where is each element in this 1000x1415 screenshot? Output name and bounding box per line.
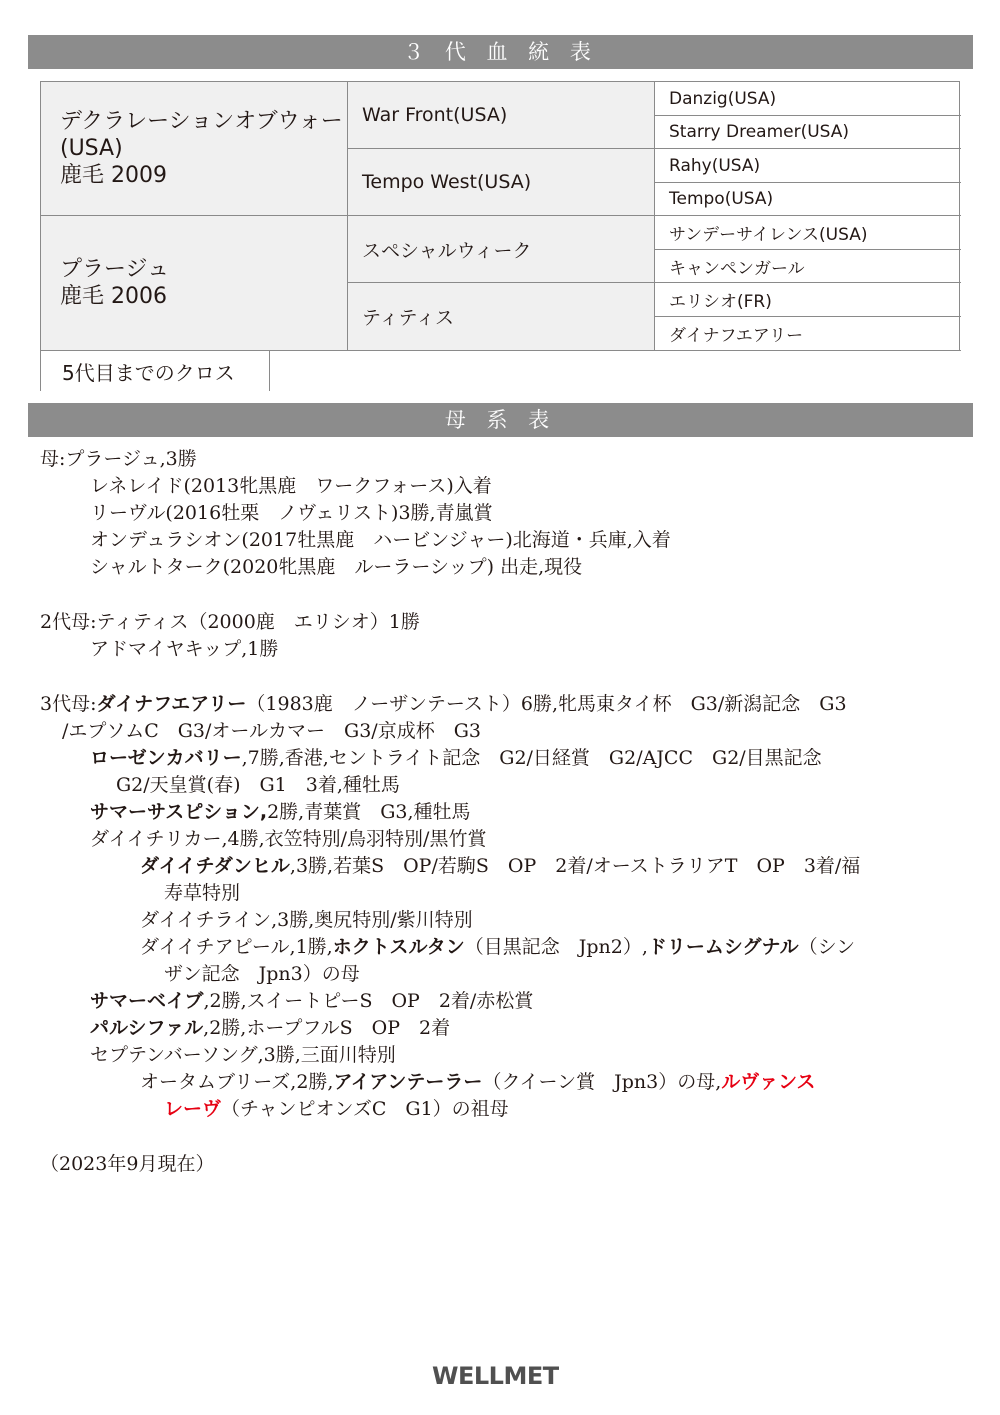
g3-cell-1: Danzig(USA) bbox=[655, 82, 961, 116]
sire-sire-cell: War Front(USA) bbox=[348, 82, 655, 149]
summer-suspicion-name: サマーサスピション, bbox=[90, 801, 268, 823]
daiichi-dansil-record-2: 寿草特別 bbox=[164, 882, 241, 904]
sire-dam-cell: Tempo West(USA) bbox=[348, 149, 655, 216]
g3-cell-8: ダイナフエアリー bbox=[655, 317, 961, 351]
third-dam-name: ダイナフエアリー bbox=[96, 693, 247, 715]
hokuto-sultan-record: （目黒記念 Jpn2）, bbox=[464, 936, 648, 958]
as-of-date: （2023年9月現在） bbox=[40, 1153, 215, 1175]
rosen-line bbox=[90, 745, 822, 772]
daiichi-dansil-line bbox=[140, 853, 860, 880]
hokuto-sultan-name: ホクトスルタン bbox=[332, 936, 465, 958]
dam-dam-cell: ティティス bbox=[348, 283, 655, 351]
g3-cell-6: キャンペンガール bbox=[655, 250, 961, 283]
dam-line: 母:プラージュ,3勝 bbox=[40, 448, 197, 470]
palsifal-line bbox=[90, 1015, 450, 1042]
dam-foal-1: レネレイド(2013牝黒鹿 ワークフォース)入着 bbox=[90, 475, 492, 497]
september-song-line: セプテンバーソング,3勝,三面川特別 bbox=[90, 1044, 396, 1066]
daiichi-rika-line: ダイイチリカー,4勝,衣笠特別/鳥羽特別/黒竹賞 bbox=[90, 828, 487, 850]
dream-signal-name: ドリームシグナル bbox=[647, 936, 799, 958]
luvance-reve-line-2 bbox=[164, 1096, 509, 1123]
summer-babe-record: ,2勝,スイートピーS OP 2着/赤松賞 bbox=[203, 990, 534, 1012]
sire-name: デクラレーションオブウォー bbox=[60, 109, 343, 134]
dream-signal-record-1: （シン bbox=[798, 936, 856, 958]
second-dam-foal-1: アドマイヤキップ,1勝 bbox=[90, 638, 279, 660]
luvance-reve-name-2: レーヴ bbox=[164, 1098, 222, 1120]
daiichi-appeal-line bbox=[140, 934, 855, 961]
dam-cell bbox=[41, 216, 348, 351]
palsifal-record: ,2勝,ホープフルS OP 2着 bbox=[203, 1017, 451, 1039]
dam-info: 鹿毛 2006 bbox=[60, 284, 167, 309]
luvance-reve-name-1: ルヴァンス bbox=[721, 1071, 816, 1093]
rosen-record-2: G2/天皇賞(春) G1 3着,種牡馬 bbox=[116, 774, 400, 796]
g3-cell-2: Starry Dreamer(USA) bbox=[655, 116, 961, 149]
sire-origin: (USA) bbox=[60, 136, 123, 161]
dam-foal-4: シャルトターク(2020牝黒鹿 ルーラーシップ) 出走,現役 bbox=[90, 556, 583, 578]
iron-tailor-record: （クイーン賞 Jpn3）の母, bbox=[482, 1071, 722, 1093]
g3-cell-3: Rahy(USA) bbox=[655, 149, 961, 183]
cross-label: 5代目までのクロス bbox=[41, 351, 270, 391]
dam-name: プラージュ bbox=[60, 257, 170, 282]
daiichi-appeal-prefix: ダイイチアピール,1勝, bbox=[140, 936, 333, 958]
g3-cell-5: サンデーサイレンス(USA) bbox=[655, 216, 961, 250]
cross-value bbox=[270, 351, 960, 391]
summer-babe-line bbox=[90, 988, 533, 1015]
pedigree-table bbox=[40, 81, 960, 391]
g3-cell-4: Tempo(USA) bbox=[655, 183, 961, 216]
wellmet-logo: WELLMET bbox=[432, 1362, 559, 1390]
family-header: 母 系 表 bbox=[28, 403, 973, 437]
rosen-record-1: ,7勝,香港,セントライト記念 G2/日経賞 G2/AJCC G2/目黒記念 bbox=[241, 747, 822, 769]
summer-babe-name: サマーベイブ bbox=[90, 990, 204, 1012]
rosen-name: ローゼンカバリー bbox=[90, 747, 242, 769]
sire-cell bbox=[41, 82, 348, 216]
dam-foal-2: リーヴル(2016牡栗 ノヴェリスト)3勝,青嵐賞 bbox=[90, 502, 493, 524]
autumn-breeze-prefix: オータムブリーズ,2勝, bbox=[140, 1071, 334, 1093]
third-dam-line bbox=[40, 691, 847, 718]
third-dam-prefix: 3代母: bbox=[40, 693, 97, 715]
autumn-breeze-line bbox=[140, 1069, 816, 1096]
dream-signal-record-2: ザン記念 Jpn3）の母 bbox=[164, 963, 360, 985]
summer-suspicion-record: 2勝,青葉賞 G3,種牡馬 bbox=[267, 801, 471, 823]
daiichi-dansil-name: ダイイチダンヒル bbox=[140, 855, 290, 877]
third-dam-record-1: （1983鹿 ノーザンテースト）6勝,牝馬東タイ杯 G3/新潟記念 G3 bbox=[246, 693, 847, 715]
sire-info: 鹿毛 2009 bbox=[60, 163, 167, 188]
dam-foal-3: オンデュラシオン(2017牡黒鹿 ハービンジャー)北海道・兵庫,入着 bbox=[90, 529, 671, 551]
luvance-reve-record: （チャンピオンズC G1）の祖母 bbox=[221, 1098, 509, 1120]
iron-tailor-name: アイアンテーラー bbox=[333, 1071, 483, 1093]
daiichi-dansil-record-1: ,3勝,若葉S OP/若駒S OP 2着/オーストラリアT OP 3着/福 bbox=[289, 855, 861, 877]
dam-sire-cell: スペシャルウィーク bbox=[348, 216, 655, 283]
pedigree-header: ３ 代 血 統 表 bbox=[28, 35, 973, 69]
third-dam-record-2: /エプソムC G3/オールカマー G3/京成杯 G3 bbox=[62, 720, 481, 742]
g3-cell-7: エリシオ(FR) bbox=[655, 283, 961, 317]
palsifal-name: パルシファル bbox=[90, 1017, 204, 1039]
daiichi-line-line: ダイイチライン,3勝,奥尻特別/紫川特別 bbox=[140, 909, 473, 931]
summer-suspicion-line bbox=[90, 799, 471, 826]
second-dam-line: 2代母:ティティス（2000鹿 エリシオ）1勝 bbox=[40, 611, 420, 633]
